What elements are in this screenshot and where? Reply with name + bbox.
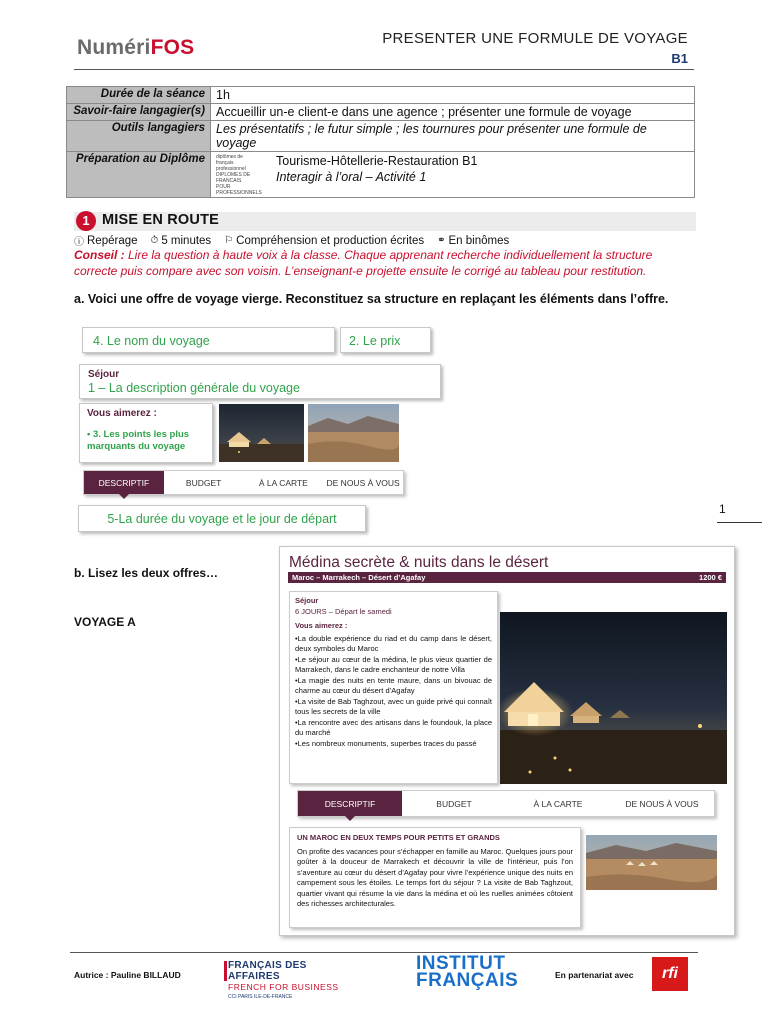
trip-name-box: 4. Le nom du voyage [82,327,335,353]
row-value [211,152,695,198]
diploma-logo [216,153,266,196]
diploma-activity: Interagir à l’oral – Activité 1 [276,170,427,184]
desert-camp-photo [219,404,304,462]
description-body: On profite des vacances pour s’échapper en famille au Maroc. Quelques jours pour goûter à la douceur de Marrakech et découvrir la ville de l’intérieur, puis l’on s’aventure au cœur du désert d’Agafay pour vivre l’expérience unique des nuits en campement sous les étoiles. Le temps fort du séjour ? La visite de Bab Taghzout, quartier vivant qui résume la vie dans la médina et où les ruelles animées côtoient des richesses architecturales. [297,846,573,908]
institut-francais-logo [416,955,518,989]
meta-item [224,233,424,248]
vous-aimerez-label: Vous aimerez : [295,621,348,630]
fa-logo-line3: CCI PARIS ILE-DE-FRANCE [228,994,293,1000]
desert-landscape-photo [308,404,399,462]
author-credit: Autrice : Pauline BILLAUD [74,970,181,980]
tab-descriptif[interactable]: DESCRIPTIF [84,471,164,494]
meta-item [437,233,509,248]
desert-camp-night-photo [500,612,727,784]
diploma-logo-line: DIPLOMES DE FRANCAIS [216,172,251,184]
offer-description [289,827,581,928]
fa-logo-line1: FRANÇAIS DES AFFAIRES [228,960,307,982]
if-logo-line2: FRANÇAIS [416,970,519,991]
meta-item [151,233,212,248]
pair-icon: ⚭ [437,235,446,246]
meta-text: 5 minutes [161,234,212,247]
diploma-logo-line: français [216,160,234,166]
flag-icon: ⚐ [224,235,234,246]
tab-a-la-carte[interactable]: À LA CARTE [258,477,308,488]
logo-bar [224,961,227,981]
highlights-list [295,634,492,750]
offer-duration: 6 JOURS – Départ le samedi [295,606,392,616]
price-box: 2. Le prix [340,327,431,353]
section-title: MISE EN ROUTE [102,212,219,228]
description-text: 1 – La description générale du voyage [88,381,300,395]
row-value: Les présentatifs ; le futur simple ; les tournures pour présenter une formule de voyage [211,121,695,152]
clock-icon: ⏱ [150,235,159,246]
list-item: • La magie des nuits en tente maure, dans un bivouac de charme au cœur du désert d’Agafay [295,676,492,697]
diploma-logo-line: POUR PROFESSIONNELS [216,184,262,196]
offer-summary [289,591,498,784]
section-number-badge: 1 [76,211,96,231]
row-label: Outils langagiers [67,121,211,152]
meta-text: Repérage [87,234,138,247]
instruction-a: a. Voici une offre de voyage vierge. Reconstituez sa structure en replaçant les éléments dans l’offre. [74,292,669,306]
table-row [67,87,695,104]
instruction-b: b. Lisez les deux offres… [74,566,219,580]
table-row [67,152,695,198]
diploma-name: Tourisme-Hôtellerie-Restauration B1 [276,154,478,168]
logo-suffix: FOS [150,36,195,59]
sejour-label: Séjour [295,596,319,605]
advice-label: Conseil : [74,248,125,262]
footer-divider [70,952,698,953]
description-heading: UN MAROC EN DEUX TEMPS POUR PETITS ET GRANDS [297,833,500,842]
list-item: • La rencontre avec des artisans dans le foundouk, la place du marché [295,718,492,739]
logo-prefix: Numéri [77,36,151,59]
row-value: 1h [211,87,695,104]
partnership-label: En partenariat avec [555,970,634,980]
numerifos-logo [77,36,194,60]
offer-tabs-blank [83,470,404,495]
table-row [67,104,695,121]
page-number: 1 [719,502,726,516]
offer-card [279,546,735,936]
diploma-logo-line: diplômes de [216,154,243,160]
table-row [67,121,695,152]
list-item: • Le séjour au cœur de la médina, le plus vieux quartier de Marrakech, dans le cadre enchanteur de notre Villa [295,655,492,676]
diploma-logo-line: professionnel [216,166,246,172]
activity-meta [74,233,509,248]
row-label: Savoir-faire langagier(s) [67,104,211,121]
offer-title: Médina secrète & nuits dans le désert [289,554,549,571]
header-divider [74,69,694,70]
fa-logo-line2: FRENCH FOR BUSINESS [228,982,339,992]
list-item: • La visite de Bab Taghzout, avec un guide privé qui connaît tous les secrets de la ville [295,697,492,718]
list-item: • La double expérience du riad et du camp dans le désert, deux symboles du Maroc [295,634,492,655]
offer-tabs [297,790,715,817]
tab-budget[interactable]: BUDGET [185,477,222,488]
francais-des-affaires-logo [228,960,348,1000]
row-label: Durée de la séance [67,87,211,104]
offer-price: 1200 € [699,573,722,582]
highlights-box [79,403,213,463]
tab-de-nous-a-vous[interactable]: DE NOUS À VOUS [326,477,400,488]
tab-budget[interactable]: BUDGET [436,798,472,809]
voyage-a-label: VOYAGE A [74,615,136,629]
level-badge: B1 [671,51,688,66]
rfi-logo: rfi [652,957,688,991]
vous-aimerez-label: Vous aimerez : [87,408,157,419]
row-label: Préparation au Diplôme [67,152,211,198]
meta-text: En binômes [448,234,510,247]
desert-camp-landscape-photo [586,835,717,890]
session-info-table [66,86,695,198]
duration-box: 5-La durée du voyage et le jour de départ [78,505,366,532]
document-title: PRESENTER UNE FORMULE DE VOYAGE [382,30,688,47]
advice-text: Lire la question à haute voix à la classe. Chaque apprenant recherche individuellement la structure correcte puis compare avec son voisin. L’enseignant-e projette ensuite le corrigé au tableau pour restitution. [74,248,653,278]
row-value: Accueillir un-e client-e dans une agence ; présenter une formule de voyage [211,104,695,121]
tab-de-nous-a-vous[interactable]: DE NOUS À VOUS [625,798,699,809]
meta-text: Compréhension et production écrites [236,234,425,247]
tab-a-la-carte[interactable]: À LA CARTE [533,798,583,809]
page-number-rule [717,522,762,523]
teacher-advice [74,247,696,279]
list-item: • Les nombreux monuments, superbes traces du passé [295,739,492,750]
offer-route: Maroc – Marrakech – Désert d’Agafay [292,573,426,582]
offer-route-bar [288,572,726,583]
description-box [79,364,441,399]
info-icon: ⓘ [74,237,84,248]
highlights-text: • 3. Les points les plus marquants du voyage [87,429,190,452]
if-logo-line1: INSTITUT [416,953,506,974]
sejour-label: Séjour [88,369,120,380]
meta-item [74,233,138,248]
tab-descriptif[interactable]: DESCRIPTIF [298,791,402,816]
